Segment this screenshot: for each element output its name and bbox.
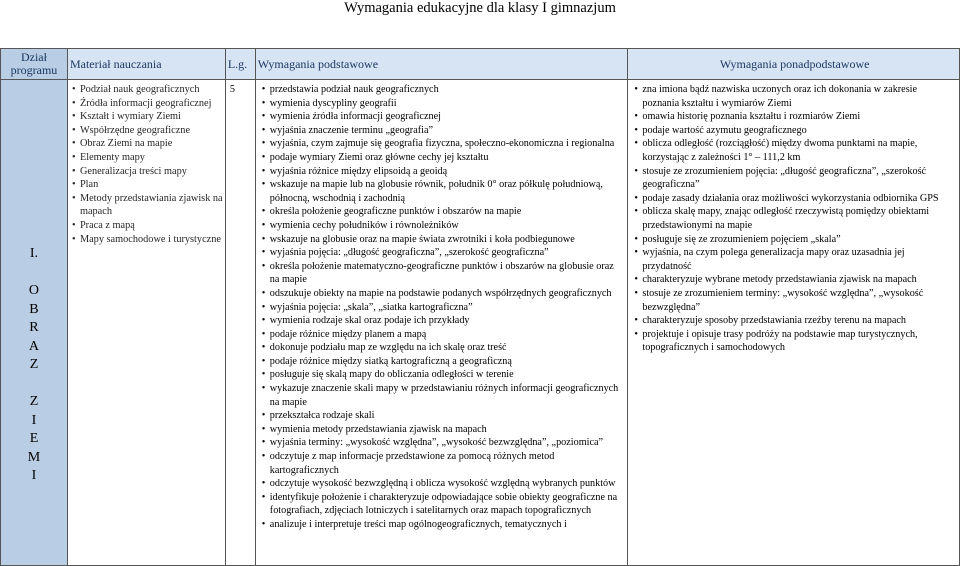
material-list <box>80 83 225 246</box>
advanced-requirement-item: • stosuje ze zrozumieniem terminy: „wysokość względna”, „wysokość bezwzględna” <box>642 287 955 314</box>
basic-requirement-item: • wyjaśnia znaczenie terminu „geografia” <box>270 124 624 138</box>
material-item: • Plan <box>80 178 225 192</box>
basic-requirement-item: • określa położenie matematyczno-geograficzne punktów i obszarów na globusie oraz na mapie <box>270 260 624 287</box>
basic-requirement-item: • wyjaśnia terminy: „wysokość względna”, „wysokość bezwzględna”, „poziomica” <box>270 436 624 450</box>
basic-requirement-item: • analizuje i interpretuje treści map ogólnogeograficznych, tematycznych i <box>270 518 624 532</box>
header-podstawowe: Wymagania podstawowe <box>255 49 628 80</box>
material-item: • Metody przedstawiania zjawisk na mapach <box>80 192 225 219</box>
basic-requirement-item: • identyfikuje położenie i charakteryzuje odpowiadające sobie obiekty geograficzne na fotografiach, zdjęciach lotniczych i satelitarnych oraz mapach topograficznych <box>270 491 624 518</box>
basic-requirement-item: • wymienia cechy południków i równoleżników <box>270 219 624 233</box>
basic-requirement-item: • wskazuje na mapie lub na globusie równik, południk 0° oraz półkulę południową, północną, wschodnią i zachodnią <box>270 178 624 205</box>
basic-requirement-item: • wymienia dyscypliny geografii <box>270 97 624 111</box>
basic-requirement-item: • odszukuje obiekty na mapie na podstawie podanych współrzędnych geograficznych <box>270 287 624 301</box>
basic-requirement-item: • wymienia źródła informacji geograficznej <box>270 110 624 124</box>
advanced-requirement-item: • charakteryzuje wybrane metody przedstawiania zjawisk na mapach <box>642 273 955 287</box>
header-lg: L.g. <box>225 49 255 80</box>
advanced-requirement-item: • oblicza skalę mapy, znając odległość rzeczywistą pomiędzy obiektami przedstawionymi na mapie <box>642 205 955 232</box>
basic-requirement-item: • posługuje się skalą mapy do obliczania odległości w terenie <box>270 368 624 382</box>
material-item: • Źródła informacji geograficznej <box>80 97 225 111</box>
section-letter: I <box>31 412 37 428</box>
section-letter: Z <box>29 357 39 372</box>
material-item: • Elementy mapy <box>80 151 225 165</box>
section-letter: A <box>28 338 40 354</box>
section-letter: M <box>27 449 41 465</box>
basic-requirement-item: • odczytuje wysokość bezwzględną i oblicza wysokość względną wybranych punktów <box>270 477 624 491</box>
header-dzial: Dział programu <box>1 49 68 80</box>
material-item: • Obraz Ziemi na mapie <box>80 137 225 151</box>
header-material: Materiał nauczania <box>67 49 225 80</box>
basic-requirement-item: • wymienia metody przedstawiania zjawisk na mapach <box>270 423 624 437</box>
advanced-requirements-list <box>642 83 955 355</box>
advanced-requirement-item: • oblicza odległość (rozciągłość) między dwoma punktami na mapie, korzystając z zależności 1° – 111,2 km <box>642 137 955 164</box>
basic-requirement-item: • podaje różnice między siatką kartograficzną a geograficzną <box>270 355 624 369</box>
basic-requirement-item: • określa położenie geograficzne punktów i obszarów na mapie <box>270 205 624 219</box>
advanced-requirement-item: • posługuje się ze zrozumieniem pojęciem „skala” <box>642 233 955 247</box>
basic-requirements-list <box>270 83 624 532</box>
section-letter: O <box>28 283 40 298</box>
advanced-requirement-item: • wyjaśnia, na czym polega generalizacja mapy oraz uzasadnia jej przydatność <box>642 246 955 273</box>
material-item: • Generalizacja treści mapy <box>80 165 225 179</box>
material-item: • Kształt i wymiary Ziemi <box>80 110 225 124</box>
material-item: • Praca z mapą <box>80 219 225 233</box>
material-item: • Mapy samochodowe i turystyczne <box>80 233 225 247</box>
basic-requirement-item: • wyjaśnia, czym zajmuje się geografia fizyczna, społeczno-ekonomiczna i regionalna <box>270 137 624 151</box>
section-letter: I. <box>29 246 39 261</box>
section-cell <box>1 80 68 566</box>
requirements-table <box>0 48 960 566</box>
section-title-vertical <box>1 245 67 486</box>
basic-requirement-item: • wyjaśnia pojęcia: „skala”, „siatka kartograficzna” <box>270 301 624 315</box>
basic-requirement-item: • wskazuje na globusie oraz na mapie świata zwrotniki i koła podbiegunowe <box>270 233 624 247</box>
section-letter: I <box>31 468 37 483</box>
hours-value: 5 <box>229 84 235 95</box>
material-item: • Współrzędne geograficzne <box>80 124 225 138</box>
header-ponadpodstawowe: Wymagania ponadpodstawowe <box>628 49 960 80</box>
section-letter: B <box>29 301 39 317</box>
basic-requirement-item: • przekształca rodzaje skali <box>270 409 624 423</box>
basic-requirement-item: • odczytuje z map informacje przedstawione za pomocą różnych metod kartograficznych <box>270 450 624 477</box>
page-title: Wymagania edukacyjne dla klasy I gimnazjum <box>344 0 616 16</box>
advanced-requirement-item: • stosuje ze zrozumieniem pojęcia: „długość geograficzna”, „szerokość geograficzna” <box>642 165 955 192</box>
advanced-requirement-item: • charakteryzuje sposoby przedstawiania rzeźby terenu na mapach <box>642 314 955 328</box>
basic-requirement-item: • podaje różnice między planem a mapą <box>270 328 624 342</box>
basic-requirement-item: • wymienia rodzaje skal oraz podaje ich przykłady <box>270 314 624 328</box>
basic-requirement-item: • wyjaśnia różnice między elipsoidą a geoidą <box>270 165 624 179</box>
advanced-requirement-item: • podaje zasady działania oraz możliwości wykorzystania odbiornika GPS <box>642 192 955 206</box>
advanced-requirement-item: • zna imiona bądź nazwiska uczonych oraz ich dokonania w zakresie poznania kształtu i wymiarów Ziemi <box>642 83 955 110</box>
basic-requirement-item: • podaje wymiary Ziemi oraz główne cechy jej kształtu <box>270 151 624 165</box>
basic-requirement-item: • dokonuje podziału map ze względu na ich skalę oraz treść <box>270 341 624 355</box>
advanced-requirement-item: • projektuje i opisuje trasy podróży na podstawie map turystycznych, topograficznych i samochodowych <box>642 328 955 355</box>
basic-requirement-item: • przedstawia podział nauk geograficznych <box>270 83 624 97</box>
basic-requirement-item: • wyjaśnia pojęcia: „długość geograficzna”, „szerokość geograficzna” <box>270 246 624 260</box>
advanced-requirement-item: • omawia historię poznania kształtu i rozmiarów Ziemi <box>642 110 955 124</box>
material-cell <box>67 80 225 566</box>
advanced-requirement-item: • podaje wartość azymutu geograficznego <box>642 124 955 138</box>
basic-requirement-item: • wykazuje znaczenie skali mapy w przedstawianiu różnych informacji geograficznych na mapie <box>270 382 624 409</box>
hours-cell <box>225 80 255 566</box>
material-item: • Podział nauk geograficznych <box>80 83 225 97</box>
section-letter: Z <box>29 394 39 409</box>
section-letter: R <box>29 320 39 335</box>
section-letter: E <box>29 431 39 446</box>
advanced-cell <box>628 80 960 566</box>
basic-cell <box>255 80 628 566</box>
